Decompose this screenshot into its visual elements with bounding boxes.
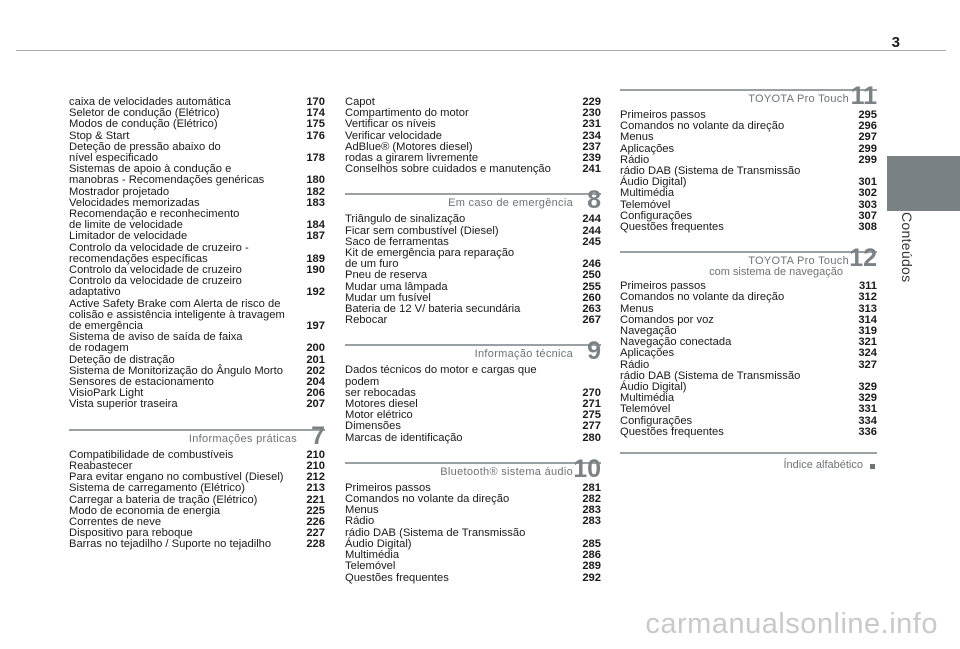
toc-entry[interactable] (620, 404, 877, 415)
toc-entry-title: Multimédia (345, 549, 400, 562)
toc-entry[interactable] (620, 427, 877, 438)
toc-entry-page: 331 (858, 403, 877, 416)
toc-entry-title: Sistema de Monitorização do Ângulo Morto (69, 364, 283, 377)
toc-entry-title: Primeiros passos (620, 280, 706, 293)
toc-entry-title: Barras no tejadilho / Suporte no tejadilho (69, 538, 272, 551)
toc-entry-title: Capot (345, 96, 375, 108)
toc-entry-title: Controlo da velocidade de cruzeiro adaptativo (69, 275, 242, 299)
toc-entry-page: 285 (582, 537, 601, 550)
toc-entry-page: 296 (858, 120, 877, 133)
toc-entry-page: 324 (858, 347, 877, 360)
toc-entry-title: Multimédia (620, 392, 675, 405)
toc-entry-page: 221 (306, 493, 325, 506)
toc-entry-page: 174 (306, 107, 325, 120)
section-header-8 (345, 186, 601, 215)
section-rule (345, 462, 601, 464)
toc-entry-page: 255 (582, 280, 601, 293)
toc-entry-title: Navegação conectada (620, 336, 732, 349)
toc-entry-page: 277 (582, 420, 601, 433)
section-header-12 (620, 244, 877, 279)
toc-entry-title: Sistemas de apoio à condução e manobras - Recomendações genéricas (69, 163, 265, 187)
toc-entry-title: Aplicações (620, 142, 675, 155)
toc-entry-page: 237 (582, 140, 601, 153)
toc-entry-title: Sistema de aviso de saída de faixa de rodagem (69, 331, 243, 355)
toc-entry[interactable] (345, 214, 601, 225)
toc-entry-page: 270 (582, 386, 601, 399)
toc-entry-title: Comandos por voz (620, 313, 714, 326)
toc-entry-page: 192 (306, 286, 325, 299)
toc-entry[interactable] (345, 561, 601, 572)
toc-entry-page: 244 (582, 213, 601, 226)
toc-entry-page: 275 (582, 409, 601, 422)
toc-entry-title: Telemóvel (620, 198, 671, 211)
toc-entry-title: Stop & Start (69, 129, 130, 142)
toc-entry-page: 329 (858, 392, 877, 405)
toc-entry-title: Recomendação e reconhecimento de limite de velocidade (69, 208, 240, 232)
toc-entry-page: 336 (858, 425, 877, 438)
toc-entry[interactable] (345, 433, 601, 444)
toc-entry-page: 201 (306, 353, 325, 366)
toc-entry[interactable] (345, 516, 601, 527)
toc-entry-title: Saco de ferramentas (345, 235, 449, 248)
toc-entry-title: Para evitar engano no combustível (Diesel) (69, 471, 284, 484)
index-link[interactable] (620, 452, 877, 476)
toc-entry-title: rádio DAB (Sistema de Transmissão Áudio Digital) (620, 369, 801, 394)
toc-entry[interactable] (620, 144, 877, 155)
toc-entry-page: 321 (858, 336, 877, 349)
toc-entry-page: 207 (306, 398, 325, 411)
toc-entry[interactable] (69, 332, 325, 354)
toc-entry-page: 313 (858, 302, 877, 315)
toc-entry-title: Comandos no volante da direção (345, 493, 510, 506)
toc-entry-title: Vista superior traseira (69, 398, 178, 411)
toc-entry-title: Mostrador projetado (69, 185, 170, 198)
toc-column-1 (69, 97, 325, 551)
toc-entry[interactable] (345, 365, 601, 399)
toc-entry-page: 212 (306, 471, 325, 484)
toc-entry-title: Menus (620, 302, 654, 315)
toc-entry-page: 241 (582, 163, 601, 176)
entry-list (345, 214, 601, 326)
toc-entry[interactable] (620, 371, 877, 393)
toc-entry-page: 210 (306, 459, 325, 472)
toc-entry[interactable] (345, 315, 601, 326)
toc-entry[interactable] (620, 222, 877, 233)
toc-entry-page: 204 (306, 376, 325, 389)
toc-entry-page: 187 (306, 230, 325, 243)
section-number: 8 (587, 186, 601, 215)
toc-entry-page: 271 (582, 398, 601, 411)
toc-entry-page: 299 (858, 142, 877, 155)
toc-entry-title: Configurações (620, 414, 693, 427)
toc-entry[interactable] (620, 348, 877, 359)
toc-entry-page: 280 (582, 431, 601, 444)
toc-entry-title: Sensores de estacionamento (69, 376, 214, 389)
toc-entry-page: 225 (306, 504, 325, 517)
toc-entry-title: Configurações (620, 209, 693, 222)
section-rule (620, 251, 877, 253)
toc-entry-title: Motores diesel (345, 398, 418, 411)
toc-entry-page: 311 (858, 280, 877, 293)
toc-entry-page: 244 (582, 224, 601, 237)
toc-entry-page: 297 (858, 131, 877, 144)
chapter-tab-label: Conteúdos (899, 212, 915, 283)
toc-entry-title: Modos de condução (Elétrico) (69, 118, 218, 131)
section-number: 9 (587, 337, 601, 366)
toc-entry-title: Rádio (345, 515, 375, 528)
toc-entry-page: 183 (306, 196, 325, 209)
toc-entry[interactable] (345, 248, 601, 270)
section-title: TOYOTA Pro Touch (748, 255, 849, 268)
entry-list (620, 110, 877, 233)
toc-entry[interactable] (345, 119, 601, 130)
section-header-7 (69, 421, 325, 450)
toc-entry-page: 282 (582, 493, 601, 506)
toc-entry-title: Questões frequentes (345, 571, 449, 584)
toc-entry[interactable] (69, 539, 325, 550)
toc-entry[interactable] (345, 505, 601, 516)
toc-entry-title: Vertificar os níveis (345, 118, 436, 131)
toc-entry[interactable] (69, 142, 325, 164)
toc-entry[interactable] (69, 243, 325, 265)
toc-entry[interactable] (620, 188, 877, 199)
section-rule (620, 89, 877, 91)
toc-entry[interactable] (69, 299, 325, 333)
toc-entry-title: Primeiros passos (620, 109, 706, 121)
section-title: Informações práticas (188, 432, 297, 445)
page-number: 3 (891, 34, 900, 51)
toc-entry-page: 234 (582, 129, 601, 142)
section-title: Informação técnica (474, 348, 573, 361)
section-title: Em caso de emergência (448, 197, 573, 210)
toc-entry-page: 176 (306, 129, 325, 142)
toc-entry[interactable] (345, 164, 601, 175)
entry-list (345, 365, 601, 443)
toc-entry[interactable] (69, 399, 325, 410)
toc-column-2 (345, 97, 601, 584)
entry-list (345, 97, 601, 175)
toc-entry[interactable] (69, 164, 325, 186)
toc-entry-page: 267 (582, 314, 601, 327)
toc-entry-page: 231 (582, 118, 601, 131)
toc-entry[interactable] (620, 166, 877, 188)
toc-entry-title: Deteção de pressão abaixo do nível especificado (69, 140, 221, 165)
toc-entry-page: 239 (582, 152, 601, 165)
toc-entry-page: 180 (306, 174, 325, 187)
toc-entry-title: Marcas de identificação (345, 431, 463, 444)
section-rule (69, 429, 325, 431)
toc-entry-title: Navegação (620, 325, 677, 338)
toc-column-3 (620, 82, 877, 476)
toc-entry[interactable] (620, 132, 877, 143)
toc-entry[interactable] (345, 421, 601, 432)
toc-entry-page: 175 (306, 118, 325, 131)
square-bullet-icon (870, 464, 875, 469)
toc-entry-title: Modo de economia de energia (69, 504, 221, 517)
toc-entry-page: 314 (858, 313, 877, 326)
toc-entry-page: 227 (306, 527, 325, 540)
toc-entry-page: 200 (306, 342, 325, 355)
toc-entry-title: Bateria de 12 V/ bateria secundária (345, 303, 521, 316)
toc-entry-page: 245 (582, 235, 601, 248)
toc-entry-title: Carregar a bateria de tração (Elétrico) (69, 493, 258, 506)
toc-entry-page: 286 (582, 549, 601, 562)
toc-entry-title: rodas a girarem livremente (345, 152, 479, 165)
toc-entry-title: Menus (345, 504, 379, 517)
toc-entry-page: 260 (582, 291, 601, 304)
toc-entry-title: Rebocar (345, 314, 388, 327)
toc-entry-page: 184 (306, 219, 325, 232)
toc-entry-title: Mudar uma lâmpada (345, 280, 448, 293)
section-header-11 (620, 82, 877, 110)
section-rule (620, 452, 877, 454)
toc-entry-page: 308 (858, 221, 877, 234)
section-number: 10 (573, 454, 601, 483)
toc-entry-title: Deteção de distração (69, 353, 175, 366)
section-number: 12 (849, 244, 877, 273)
toc-entry-title: Dispositivo para reboque (69, 527, 193, 540)
toc-entry-title: Telemóvel (345, 560, 396, 573)
toc-entry-title: Reabastecer (69, 459, 133, 472)
toc-entry-title: Dimensões (345, 420, 401, 433)
chapter-tab (887, 156, 960, 211)
toc-entry[interactable] (69, 119, 325, 130)
toc-entry-page: 182 (306, 185, 325, 198)
section-rule (345, 193, 601, 195)
toc-entry-page: 178 (306, 152, 325, 165)
toc-entry-title: caixa de velocidades automática (69, 96, 231, 108)
toc-entry-title: Questões frequentes (620, 221, 724, 234)
toc-entry-title: rádio DAB (Sistema de Transmissão Áudio Digital) (620, 165, 801, 189)
toc-entry-page: 213 (306, 482, 325, 495)
toc-entry-page: 307 (858, 209, 877, 222)
toc-entry-page: 283 (582, 504, 601, 517)
toc-entry-page: 210 (306, 448, 325, 461)
toc-entry-title: Comandos no volante da direção (620, 120, 785, 133)
toc-entry-page: 334 (858, 414, 877, 427)
toc-entry-title: Velocidades memorizadas (69, 196, 200, 209)
toc-entry-title: Comandos no volante da direção (620, 291, 785, 304)
toc-entry-title: Controlo da velocidade de cruzeiro - recomendações específicas (69, 241, 249, 265)
toc-entry-page: 206 (306, 387, 325, 400)
toc-entry-title: Dados técnicos do motor e cargas que podem ser rebocadas (345, 364, 537, 399)
toc-entry-title: Compartimento do motor (345, 107, 469, 120)
toc-entry-page: 250 (582, 269, 601, 282)
section-title: Bluetooth® sistema áudio (440, 465, 573, 478)
toc-entry-title: Verificar velocidade (345, 129, 443, 142)
toc-entry[interactable] (69, 276, 325, 298)
toc-entry-page: 281 (582, 481, 601, 494)
watermark: carmanualsonline.info (645, 608, 938, 640)
toc-entry-page: 283 (582, 515, 601, 528)
toc-entry-title: Menus (620, 131, 654, 144)
toc-entry-title: Correntes de neve (69, 515, 162, 528)
toc-entry-title: Active Safety Brake com Alerta de risco de colisão e assistência inteligente à travagem de emergência (69, 297, 285, 333)
section-header-9 (345, 337, 601, 366)
toc-entry[interactable] (620, 121, 877, 132)
toc-entry-page: 329 (858, 381, 877, 394)
toc-entry-title: Kit de emergência para reparação de um furo (345, 247, 515, 271)
toc-entry-title: Questões frequentes (620, 425, 724, 438)
toc-entry[interactable] (345, 270, 601, 281)
toc-entry-page: 263 (582, 303, 601, 316)
toc-entry-title: Motor elétrico (345, 409, 413, 422)
entry-list (69, 450, 325, 551)
toc-entry-title: Compatibilidade de combustíveis (69, 448, 234, 461)
toc-entry-page: 295 (858, 109, 877, 121)
entry-list (620, 281, 877, 438)
toc-entry-title: Seletor de condução (Elétrico) (69, 107, 220, 120)
toc-entry-page: 246 (582, 258, 601, 271)
toc-entry-page: 301 (858, 176, 877, 189)
toc-entry[interactable] (345, 528, 601, 550)
toc-entry-page: 190 (306, 264, 325, 277)
toc-entry-page: 299 (858, 153, 877, 166)
toc-entry[interactable] (620, 292, 877, 303)
toc-entry-title: Mudar um fusível (345, 291, 431, 304)
toc-entry-title: Limitador de velocidade (69, 230, 188, 243)
section-header-10 (345, 454, 601, 483)
toc-entry-title: Pneu de reserva (345, 269, 428, 282)
toc-entry[interactable] (69, 483, 325, 494)
toc-entry-page: 303 (858, 198, 877, 211)
entry-list (345, 483, 601, 584)
toc-entry-title: Triângulo de sinalização (345, 213, 466, 226)
toc-entry-page: 197 (306, 320, 325, 333)
toc-entry-title: Conselhos sobre cuidados e manutenção (345, 163, 551, 176)
toc-entry-title: rádio DAB (Sistema de Transmissão Áudio Digital) (345, 526, 526, 550)
toc-entry-title: Rádio (620, 153, 650, 166)
toc-entry-page: 202 (306, 364, 325, 377)
toc-entry-page: 229 (582, 96, 601, 108)
toc-entry-page: 289 (582, 560, 601, 573)
index-label: Índice alfabético (783, 459, 863, 472)
toc-entry[interactable] (345, 494, 601, 505)
toc-entry-page: 302 (858, 187, 877, 200)
section-number: 11 (850, 82, 877, 110)
toc-entry-page: 226 (306, 515, 325, 528)
toc-entry-title: VisioPark Light (69, 387, 144, 400)
toc-entry-page: 327 (858, 358, 877, 371)
toc-entry-page: 312 (858, 291, 877, 304)
toc-entry-title: Rádio (620, 358, 650, 371)
toc-entry-title: AdBlue® (Motores diesel) (345, 140, 473, 153)
toc-entry[interactable] (345, 573, 601, 584)
toc-entry-title: Aplicações (620, 347, 675, 360)
toc-entry-page: 189 (306, 252, 325, 265)
toc-entry[interactable] (69, 231, 325, 242)
toc-entry-page: 170 (306, 96, 325, 108)
header-rule (16, 50, 946, 51)
toc-entry-page: 292 (582, 571, 601, 584)
toc-entry-title: Telemóvel (620, 403, 671, 416)
toc-entry-title: Primeiros passos (345, 481, 431, 494)
toc-entry-title: Sistema de carregamento (Elétrico) (69, 482, 245, 495)
section-title: TOYOTA Pro Touch (748, 93, 849, 105)
section-number: 7 (311, 421, 325, 450)
toc-entry-title: Controlo da velocidade de cruzeiro (69, 264, 242, 277)
toc-entry-title: Multimédia (620, 187, 675, 200)
toc-entry-page: 319 (858, 325, 877, 338)
entry-list (69, 97, 325, 411)
toc-entry[interactable] (69, 209, 325, 231)
toc-entry-title: Ficar sem combustível (Diesel) (345, 224, 499, 237)
section-rule (345, 344, 601, 346)
section-subtitle: com sistema de navegação (709, 266, 843, 279)
toc-entry-page: 230 (582, 107, 601, 120)
toc-entry-page: 228 (306, 538, 325, 551)
